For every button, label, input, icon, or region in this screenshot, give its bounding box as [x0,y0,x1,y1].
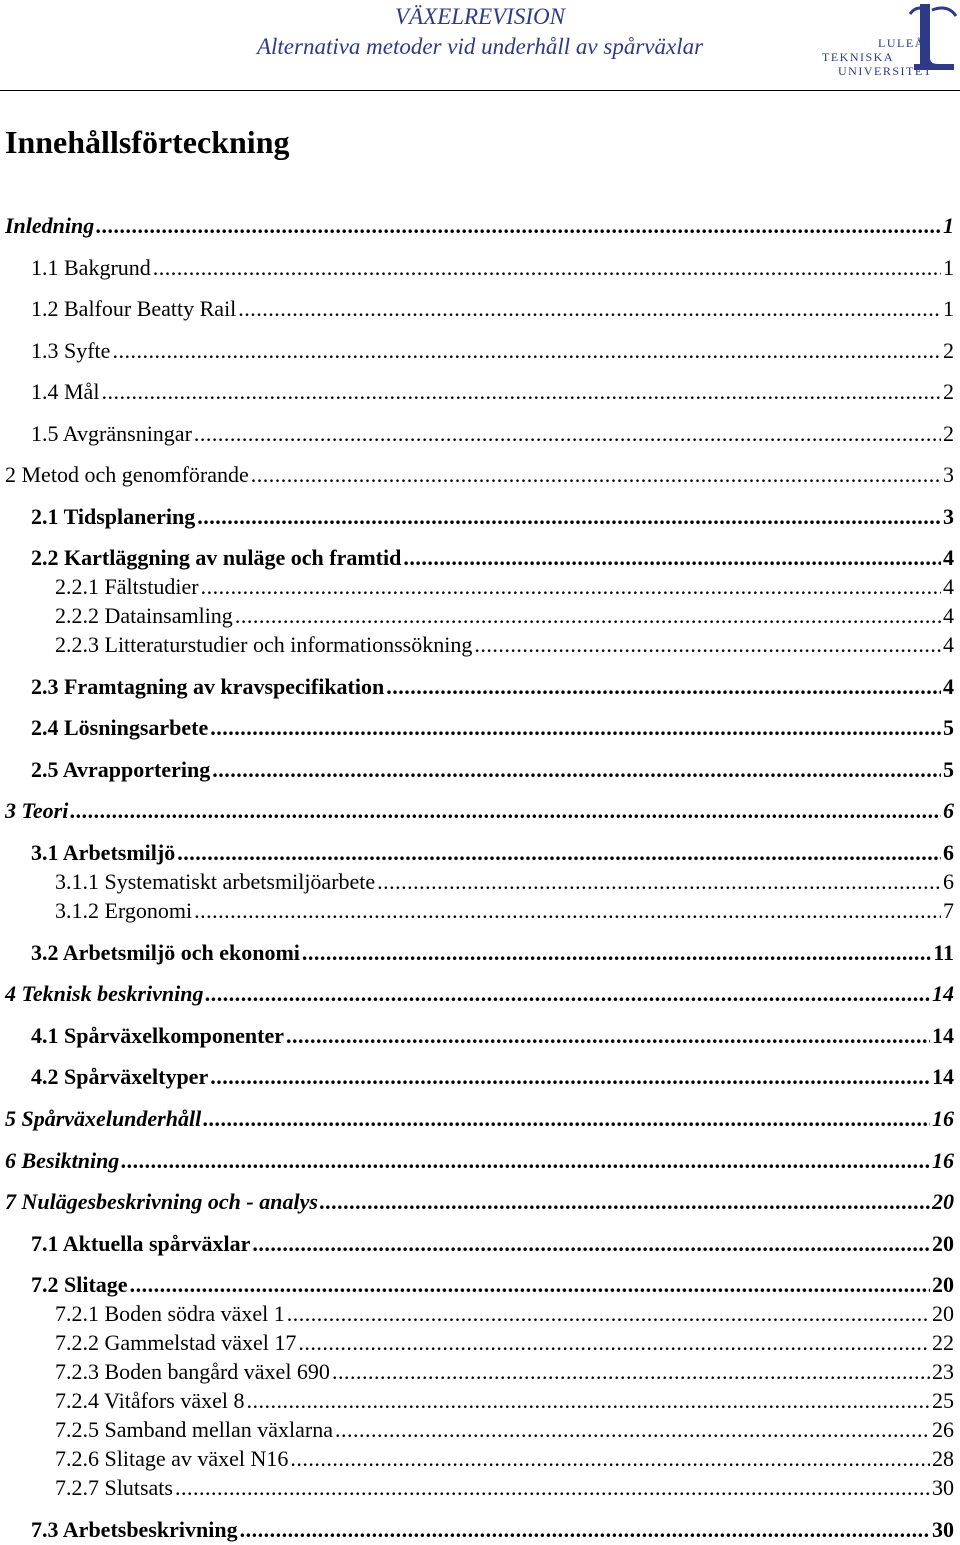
toc-entry[interactable]: 1.1 Bakgrund ..... 1 [31,253,954,283]
toc-entry[interactable]: 7 Nulägesbeskrivning och - analys ..... 20 [5,1187,954,1217]
toc-entry[interactable]: 7.2.1 Boden södra växel 1 ..... 20 [55,1299,954,1329]
toc-entry[interactable]: 1.4 Mål ..... 2 [31,377,954,407]
toc-entry[interactable]: 3.1.1 Systematiskt arbetsmiljöarbete ..... 6 [55,867,954,897]
toc-entry[interactable]: 1.3 Syfte ..... 2 [31,336,954,366]
toc-entry[interactable]: 2 Metod och genomförande ..... 3 [5,460,954,490]
toc-entry[interactable]: 7.2.7 Slutsats ..... 30 [55,1473,954,1503]
toc-entry[interactable]: 2.1 Tidsplanering ..... 3 [31,502,954,532]
toc-entry[interactable]: 6 Besiktning ..... 16 [5,1146,954,1176]
toc-entry[interactable]: 7.3 Arbetsbeskrivning ..... 30 [31,1515,954,1545]
toc-entry[interactable]: 2.2.3 Litteraturstudier och informationssökning ..... 4 [55,630,954,660]
logo-text-line-1: LULEÅ [878,36,925,50]
logo-text-line-2: TEKNISKA [822,50,894,64]
toc-entry[interactable]: 1.5 Avgränsningar ..... 2 [31,419,954,449]
toc-entry[interactable]: 3.1.2 Ergonomi ..... 7 [55,896,954,926]
toc-entry[interactable]: 7.2 Slitage ..... 20 [31,1270,954,1300]
toc-entry[interactable]: 2.5 Avrapportering ..... 5 [31,755,954,785]
logo-text-line-3: UNIVERSITET [838,64,933,78]
header-subtitle: Alternativa metoder vid underhåll av spårväxlar [256,34,704,59]
toc-heading: Innehållsförteckning [5,124,290,160]
toc-entry[interactable]: 5 Spårväxelunderhåll ..... 16 [5,1104,954,1134]
toc-entry[interactable]: 3.2 Arbetsmiljö och ekonomi ..... 11 [31,938,954,968]
toc-entry[interactable]: 7.2.3 Boden bangård växel 690 ..... 23 [55,1357,954,1387]
toc-entry[interactable]: 2.3 Framtagning av kravspecifikation ..... 4 [31,672,954,702]
toc-entry[interactable]: Inledning ..... 1 [5,211,954,241]
toc-entry[interactable]: 7.2.5 Samband mellan växlarna ..... 26 [55,1415,954,1445]
toc-entry[interactable]: 1.2 Balfour Beatty Rail ..... 1 [31,294,954,324]
toc-entry[interactable]: 3.1 Arbetsmiljö ..... 6 [31,838,954,868]
header-title: VÄXELREVISION [395,4,565,29]
toc-entry[interactable]: 7.2.4 Vitåfors växel 8 ..... 25 [55,1386,954,1416]
toc-entry[interactable]: 2.2.1 Fältstudier ..... 4 [55,572,954,602]
toc-entry[interactable]: 4.1 Spårväxelkomponenter ..... 14 [31,1021,954,1051]
toc-entry[interactable]: 7.1 Aktuella spårväxlar ..... 20 [31,1229,954,1259]
toc-entry[interactable]: 4.2 Spårväxeltyper ..... 14 [31,1062,954,1092]
toc-entry[interactable]: 2.4 Lösningsarbete ..... 5 [31,713,954,743]
toc-entry[interactable]: 7.2.6 Slitage av växel N16 ..... 28 [55,1444,954,1474]
toc-entry[interactable]: 2.2 Kartläggning av nuläge och framtid ..... 4 [31,543,954,573]
toc-entry[interactable]: 2.2.2 Datainsamling ..... 4 [55,601,954,631]
toc-entry[interactable]: 3 Teori ..... 6 [5,796,954,826]
toc-entry[interactable]: 7.2.2 Gammelstad växel 17 ..... 22 [55,1328,954,1358]
toc-entry[interactable]: 4 Teknisk beskrivning ..... 14 [5,979,954,1009]
